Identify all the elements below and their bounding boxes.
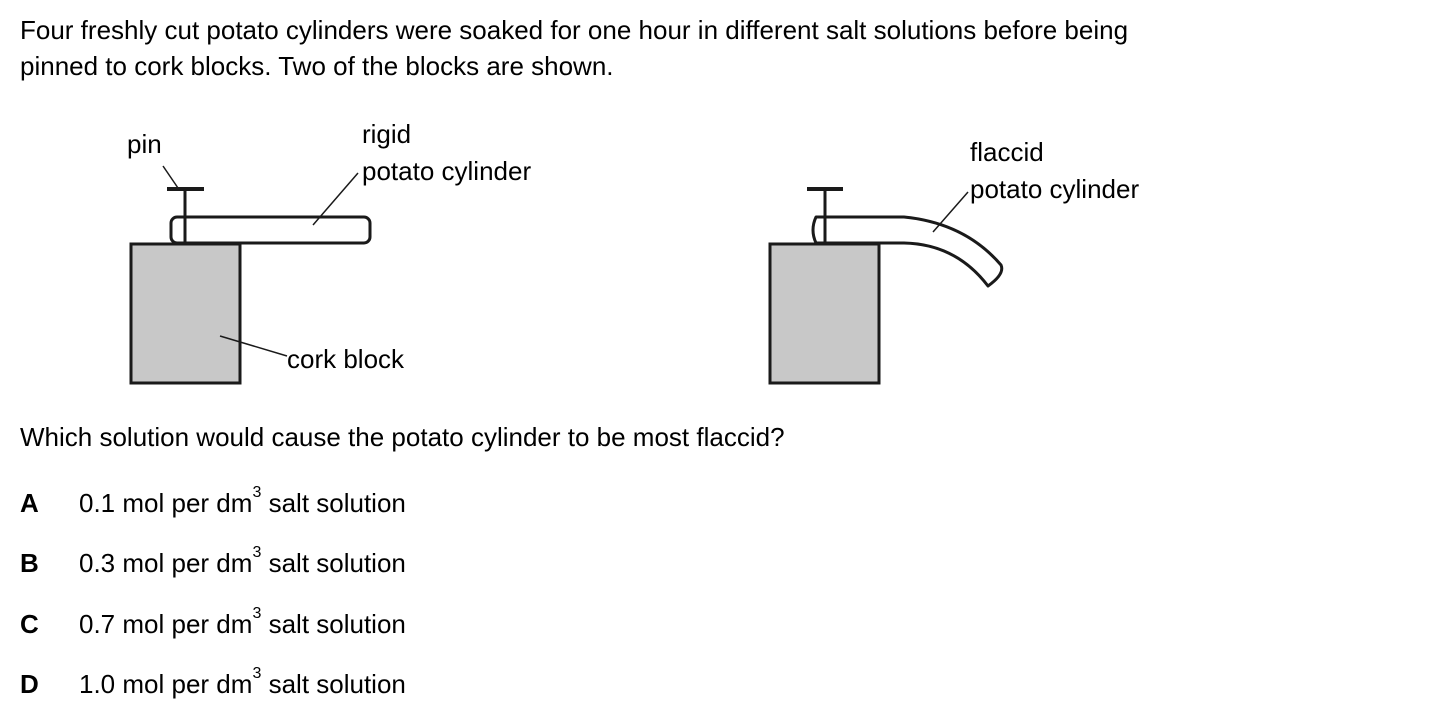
flaccid-label-line1: flaccid (970, 137, 1044, 167)
pin-label: pin (127, 129, 162, 159)
flaccid-setup (770, 137, 1139, 383)
option-b-letter: B (20, 548, 39, 578)
flaccid-leader-line (933, 192, 968, 232)
question-text: Which solution would cause the potato cylinder to be most flaccid? (20, 422, 785, 452)
pin-leader-line (163, 166, 178, 188)
option-d-text: 1.0 mol per $dm^3$ salt solution (79, 665, 406, 699)
option-c-text: 0.7 mol per $dm^3$ salt solution (79, 605, 406, 639)
intro-line-2: pinned to cork blocks. Two of the blocks are shown. (20, 51, 614, 81)
option-d-letter: D (20, 669, 39, 699)
cork-block-right (770, 244, 879, 383)
flaccid-label-line2: potato cylinder (970, 174, 1140, 204)
cork-block-label: cork block (287, 344, 405, 374)
option-a-letter: A (20, 488, 39, 518)
cork-block-left (131, 244, 240, 383)
option-a-text: 0.1 mol per $dm^3$ salt solution (79, 484, 406, 518)
option-b-text: 0.3 mol per $dm^3$ salt solution (79, 544, 406, 578)
intro-line-1: Four freshly cut potato cylinders were soaked for one hour in different salt solutions before being (20, 15, 1129, 45)
rigid-label-line2: potato cylinder (362, 156, 532, 186)
rigid-potato-cylinder (171, 217, 370, 243)
option-c-letter: C (20, 609, 39, 639)
rigid-setup (127, 119, 531, 383)
rigid-label-line1: rigid (362, 119, 412, 149)
